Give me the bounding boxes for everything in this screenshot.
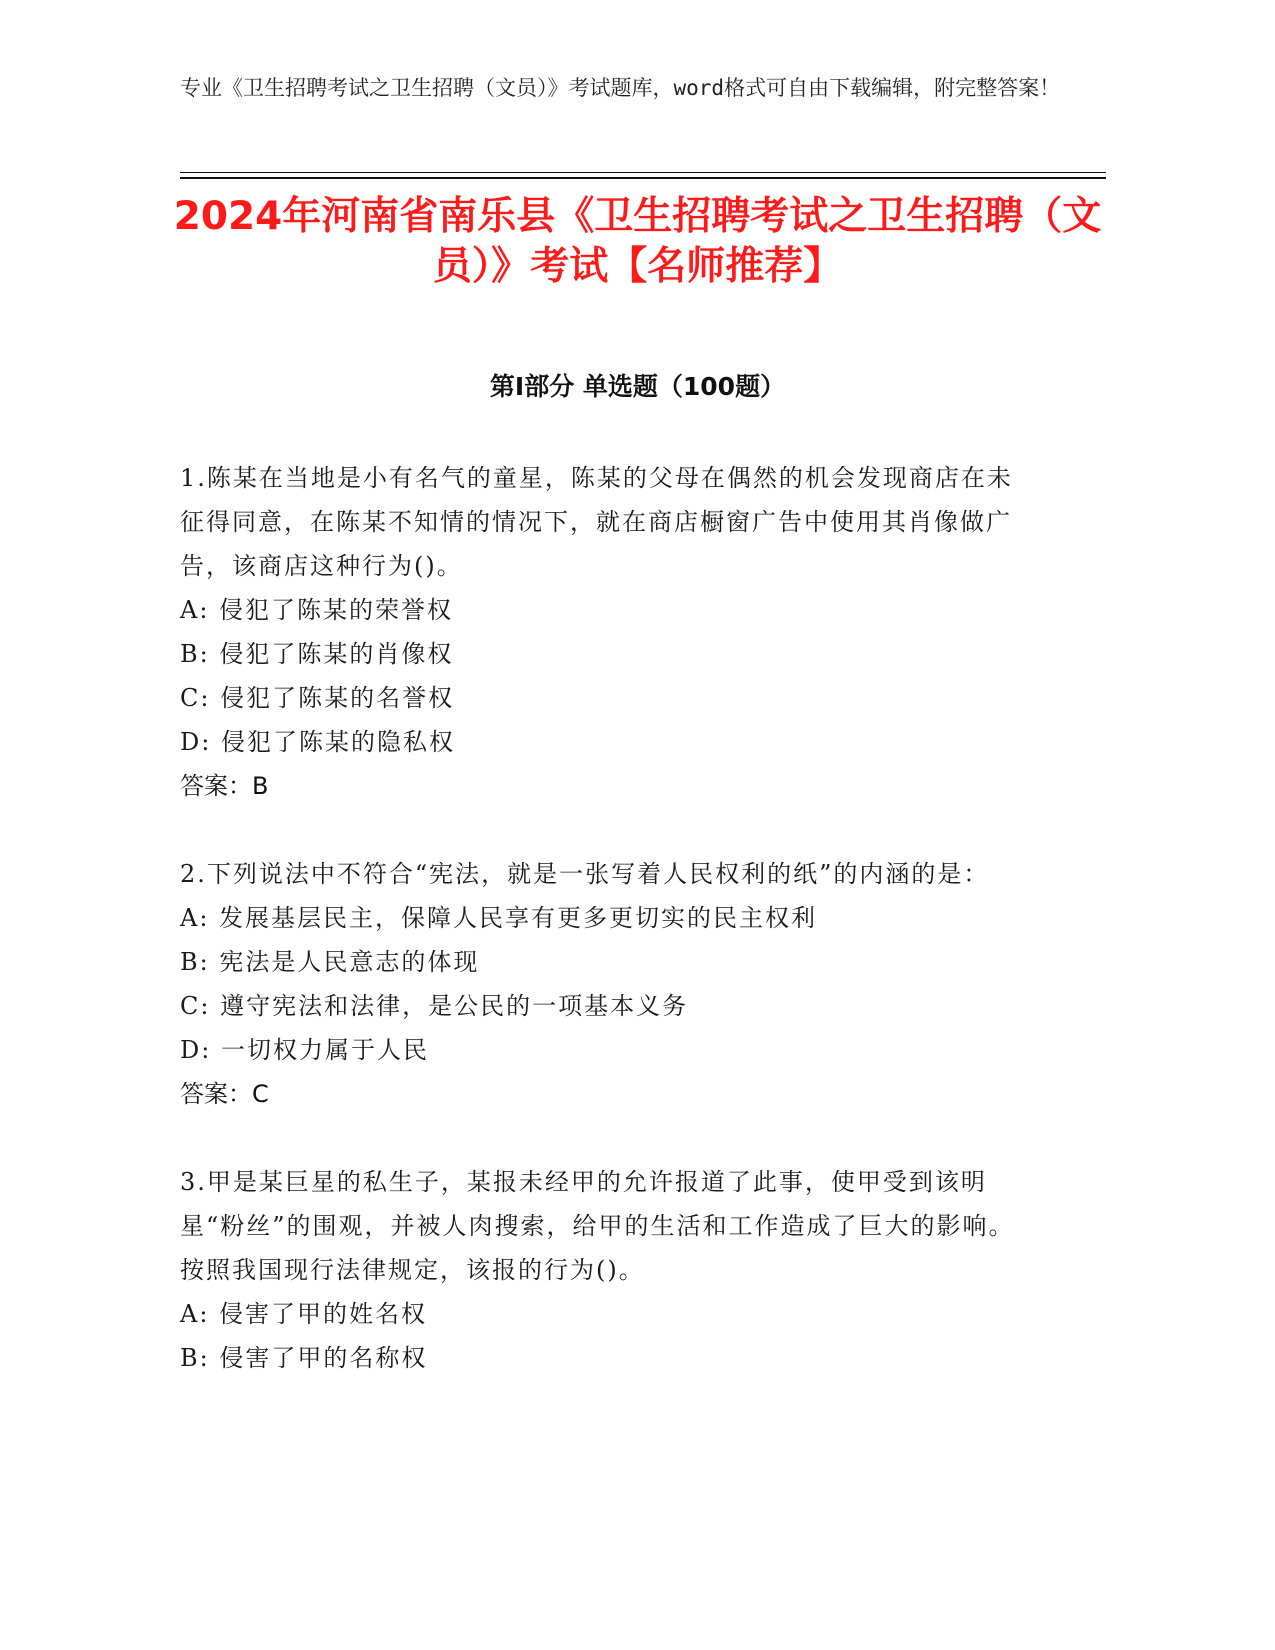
question-item <box>180 852 1020 1116</box>
question-item <box>180 1160 1020 1380</box>
option-d: D: 一切权力属于人民 <box>180 1036 429 1064</box>
header-divider-thin <box>180 172 1106 173</box>
option-d: D: 侵犯了陈某的隐私权 <box>180 728 455 756</box>
option-a: A: 侵害了甲的姓名权 <box>180 1300 428 1328</box>
option-c: C: 遵守宪法和法律，是公民的一项基本义务 <box>180 992 689 1020</box>
header-note: 专业《卫生招聘考试之卫生招聘（文员）》考试题库，word格式可自由下载编辑，附完整答案！ <box>180 76 1061 100</box>
question-stem: 3.甲是某巨星的私生子，某报未经甲的允许报道了此事，使甲受到该明星“粉丝”的围观，并被人肉搜索，给甲的生活和工作造成了巨大的影响。按照我国现行法律规定，该报的行为()。 <box>180 1168 1015 1284</box>
option-b: B: 侵犯了陈某的肖像权 <box>180 640 454 668</box>
question-item <box>180 456 1020 808</box>
option-a: A: 发展基层民主，保障人民享有更多更切实的民主权利 <box>180 904 818 932</box>
option-b: B: 侵害了甲的名称权 <box>180 1344 428 1372</box>
option-a: A: 侵犯了陈某的荣誉权 <box>180 596 454 624</box>
question-stem: 1.陈某在当地是小有名气的童星，陈某的父母在偶然的机会发现商店在未征得同意，在陈某不知情的情况下，就在商店橱窗广告中使用其肖像做广告，该商店这种行为()。 <box>180 464 1013 580</box>
answer-label: 答案：B <box>180 772 269 800</box>
option-c: C: 侵犯了陈某的名誉权 <box>180 684 455 712</box>
question-list <box>180 456 1020 1424</box>
answer-label: 答案：C <box>180 1080 269 1108</box>
section-title: 第I部分 单选题（100题） <box>489 372 786 401</box>
document-title: 2024年河南省南乐县《卫生招聘考试之卫生招聘（文员）》考试【名师推荐】 <box>173 194 1102 289</box>
question-stem: 2.下列说法中不符合“宪法，就是一张写着人民权利的纸”的内涵的是： <box>180 860 990 888</box>
header-divider-thick <box>180 177 1106 179</box>
option-b: B: 宪法是人民意志的体现 <box>180 948 480 976</box>
